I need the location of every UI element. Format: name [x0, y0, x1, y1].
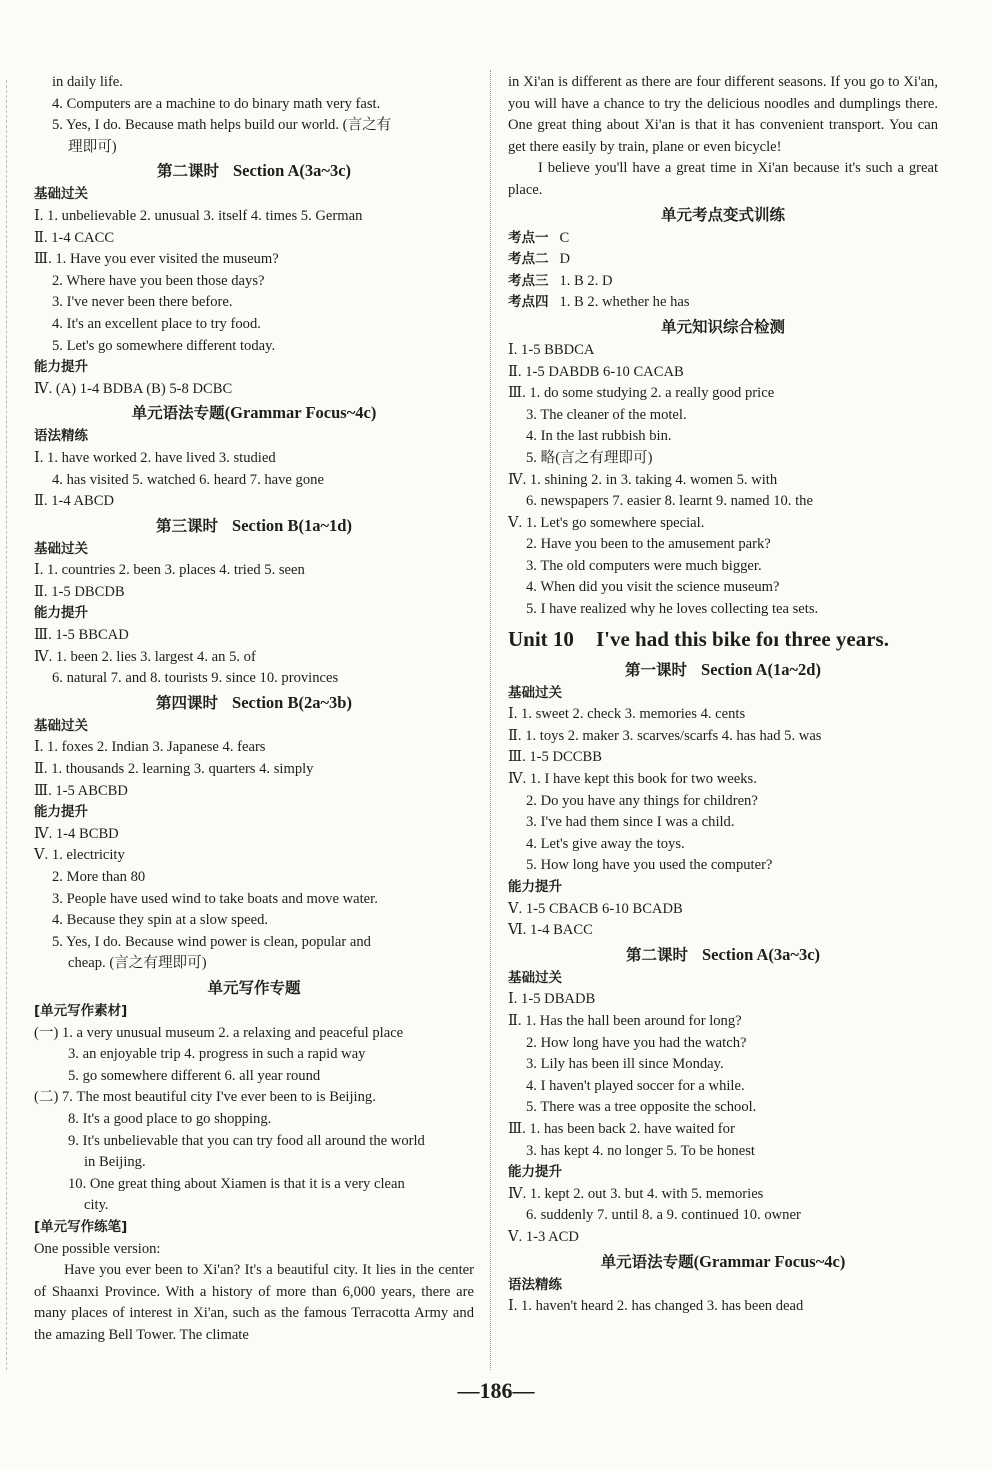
answer-line: Ⅱ. 1. toys 2. maker 3. scarves/scarfs 4. has had 5. was: [508, 727, 822, 744]
category-label: 基础过关: [508, 969, 562, 986]
answer-line: Ⅲ. 1. has been back 2. have waited for: [508, 1120, 735, 1137]
category-label: 能力提升: [34, 605, 88, 622]
answer-line: 考点二 D: [508, 251, 570, 268]
answer-line: 4. Computers are a machine to do binary math very fast.: [52, 95, 381, 112]
answer-line: Ⅲ. 1-5 BBCAD: [34, 627, 129, 644]
section-heading: 单元语法专题(Grammar Focus~4c): [600, 1251, 846, 1271]
answer-line: Ⅱ. 1-5 DBCDB: [34, 583, 125, 600]
answer-line: 4. In the last rubbish bin.: [526, 428, 672, 445]
answer-line: Ⅱ. 1. Has the hall been around for long?: [508, 1012, 742, 1029]
answer-line: city.: [84, 1197, 109, 1214]
category-label: 语法精练: [34, 428, 88, 445]
category-label: 能力提升: [34, 359, 88, 376]
answer-line: (二) 7. The most beautiful city I've ever been to is Beijing.: [34, 1089, 376, 1106]
answer-line: Ⅲ. 1. Have you ever visited the museum?: [34, 251, 279, 268]
answer-line: Ⅱ. 1. thousands 2. learning 3. quarters 4. simply: [34, 761, 314, 778]
category-label: 基础过关: [508, 684, 562, 701]
answer-line: Ⅰ. 1-5 DBADB: [508, 991, 596, 1008]
answer-line: Ⅰ. 1. countries 2. been 3. places 4. tried 5. seen: [34, 562, 305, 579]
answer-line: 9. It's unbelievable that you can try food all around the world: [68, 1132, 425, 1149]
answer-line: 3. People have used wind to take boats and move water.: [52, 890, 378, 907]
answer-line: 3. I've never been there before.: [52, 294, 233, 311]
answer-line: 5. Yes, I do. Because math helps build our world. (言之有: [52, 117, 392, 134]
answer-line: 2. Have you been to the amusement park?: [526, 536, 771, 553]
answer-line: One possible version:: [34, 1240, 161, 1257]
answer-line: Ⅱ. 1-4 ABCD: [34, 493, 115, 510]
page-number: —186—: [457, 1378, 535, 1403]
essay-paragraph: I believe you'll have a great time in Xi'an because it's such a great place.: [508, 160, 938, 198]
answer-line: Ⅲ. 1. do some studying 2. a really good price: [508, 385, 775, 402]
answer-line: Ⅰ. 1-5 BBDCA: [508, 341, 595, 358]
section-heading: 第二课时 Section A(3a~3c): [156, 161, 352, 181]
answer-line: in daily life.: [52, 74, 123, 90]
answer-line: Ⅳ. 1-4 BCBD: [34, 825, 119, 842]
answer-line: 5. Yes, I do. Because wind power is clean, popular and: [52, 933, 371, 950]
category-label: 能力提升: [508, 879, 562, 895]
answer-line: Ⅰ. 1. have worked 2. have lived 3. studied: [34, 449, 276, 466]
answer-line: Ⅳ. 1. been 2. lies 3. largest 4. an 5. of: [34, 648, 256, 665]
answer-line: Ⅱ. 1-4 CACC: [34, 229, 115, 246]
category-label: 基础过关: [34, 186, 88, 203]
answer-line: 考点三 1. B 2. D: [508, 272, 613, 289]
answer-line: 2. How long have you had the watch?: [526, 1034, 747, 1051]
section-heading: 单元考点变式训练: [660, 205, 785, 224]
answer-line: 3. The cleaner of the motel.: [526, 406, 687, 423]
answer-line: 6. natural 7. and 8. tourists 9. since 10. provinces: [52, 670, 339, 687]
answer-line: 考点四 1. B 2. whether he has: [508, 294, 690, 311]
right-column: [508, 72, 938, 1318]
answer-line: in Beijing.: [84, 1154, 146, 1171]
category-label: 基础过关: [34, 717, 88, 734]
answer-line: 4. When did you visit the science museum?: [526, 579, 780, 596]
answer-line: Ⅰ. 1. haven't heard 2. has changed 3. has been dead: [508, 1298, 804, 1315]
category-label: [单元写作素材]: [34, 1002, 128, 1019]
answer-line: 考点一 C: [508, 229, 570, 246]
unit-heading: Unit 10 I've had this bike foı three years.: [508, 626, 889, 651]
answer-line: Ⅳ. 1. I have kept this book for two weeks.: [508, 771, 757, 788]
answer-line: (一) 1. a very unusual museum 2. a relaxing and peaceful place: [34, 1024, 404, 1041]
category-label: 基础过关: [34, 540, 88, 557]
answer-line: 4. It's an excellent place to try food.: [52, 315, 261, 332]
section-heading: 单元知识综合检测: [660, 317, 785, 336]
answer-line: 5. go somewhere different 6. all year round: [68, 1067, 321, 1084]
answer-line: 5. There was a tree opposite the school.: [526, 1099, 757, 1116]
category-label: 能力提升: [508, 1164, 562, 1181]
column-divider: [490, 70, 491, 1370]
answer-line: 5. Let's go somewhere different today.: [52, 337, 276, 354]
answer-line: 4. I haven't played soccer for a while.: [526, 1077, 745, 1094]
section-heading: 第一课时 Section A(1a~2d): [625, 659, 821, 679]
answer-line: Ⅰ. 1. sweet 2. check 3. memories 4. cents: [508, 706, 746, 723]
answer-line: cheap. (言之有理即可): [68, 955, 207, 972]
answer-line: 6. newspapers 7. easier 8. learnt 9. named 10. the: [526, 493, 813, 510]
answer-line: 4. has visited 5. watched 6. heard 7. have gone: [52, 471, 324, 488]
answer-line: 3. Lily has been ill since Monday.: [526, 1056, 724, 1073]
answer-line: Ⅴ. 1. Let's go somewhere special.: [508, 514, 705, 531]
answer-line: Ⅰ. 1. unbelievable 2. unusual 3. itself 4. times 5. German: [34, 207, 363, 224]
left-column: [34, 72, 474, 1346]
answer-line: Ⅴ. 1. electricity: [34, 847, 125, 864]
section-heading: 第三课时 Section B(1a~1d): [156, 515, 352, 535]
answer-line: 8. It's a good place to go shopping.: [68, 1110, 272, 1127]
answer-line: 5. 略(言之有理即可): [526, 449, 653, 466]
answer-line: Ⅴ. 1-3 ACD: [508, 1228, 579, 1245]
answer-line: 3. I've had them since I was a child.: [526, 814, 735, 831]
answer-line: 3. an enjoyable trip 4. progress in such a rapid way: [68, 1046, 366, 1063]
answer-line: 4. Because they spin at a slow speed.: [52, 912, 269, 929]
answer-line: 3. The old computers were much bigger.: [526, 557, 762, 574]
answer-line: 2. Where have you been those days?: [52, 272, 265, 289]
category-label: 能力提升: [34, 804, 88, 821]
category-label: [单元写作练笔]: [34, 1218, 128, 1235]
answer-line: 2. More than 80: [52, 869, 146, 885]
answer-line: 4. Let's give away the toys.: [526, 835, 685, 852]
answer-line: 10. One great thing about Xiamen is that it is a very clean: [68, 1175, 405, 1192]
essay-paragraph: Have you ever been to Xi'an? It's a beautiful city. It lies in the center of Shaanxi Province. With a history of more than 6,000 years, there are many places of interest in Xi'an, such as the famous Terracotta Army and the amazing Bell Tower. The climate: [34, 1262, 474, 1343]
answer-line: Ⅲ. 1-5 ABCBD: [34, 782, 128, 799]
answer-line: 5. How long have you used the computer?: [526, 857, 773, 874]
answer-line: 2. Do you have any things for children?: [526, 792, 758, 809]
answer-line: 3. has kept 4. no longer 5. To be honest: [526, 1142, 755, 1159]
section-heading: 单元语法专题(Grammar Focus~4c): [131, 403, 377, 423]
answer-line: Ⅳ. (A) 1-4 BDBA (B) 5-8 DCBC: [34, 380, 233, 397]
answer-line: 6. suddenly 7. until 8. a 9. continued 10. owner: [526, 1207, 801, 1224]
answer-line: Ⅳ. 1. shining 2. in 3. taking 4. women 5. with: [508, 471, 778, 488]
answer-line: Ⅵ. 1-4 BACC: [508, 922, 593, 939]
answer-line: Ⅰ. 1. foxes 2. Indian 3. Japanese 4. fears: [34, 739, 266, 756]
answer-line: Ⅳ. 1. kept 2. out 3. but 4. with 5. memories: [508, 1185, 764, 1202]
answer-line: Ⅲ. 1-5 DCCBB: [508, 749, 602, 766]
category-label: 语法精练: [508, 1276, 562, 1293]
answer-line: 理即可): [68, 138, 117, 155]
section-heading: 第四课时 Section B(2a~3b): [156, 692, 352, 712]
answer-line: Ⅴ. 1-5 CBACB 6-10 BCADB: [508, 900, 683, 917]
section-heading: 单元写作专题: [207, 978, 301, 997]
answer-line: Ⅱ. 1-5 DABDB 6-10 CACAB: [508, 363, 684, 380]
essay-paragraph: in Xi'an is different as there are four different seasons. If you go to Xi'an, you will have a chance to try the delicious noodles and dumplings there. One great thing about Xi'an is that it has convenient transport. You can get there easily by train, plane or even bicycle!: [508, 74, 938, 155]
answer-line: 5. I have realized why he loves collecting tea sets.: [526, 601, 819, 618]
binding-edge: [6, 80, 7, 1370]
section-heading: 第二课时 Section A(3a~3c): [625, 944, 821, 964]
